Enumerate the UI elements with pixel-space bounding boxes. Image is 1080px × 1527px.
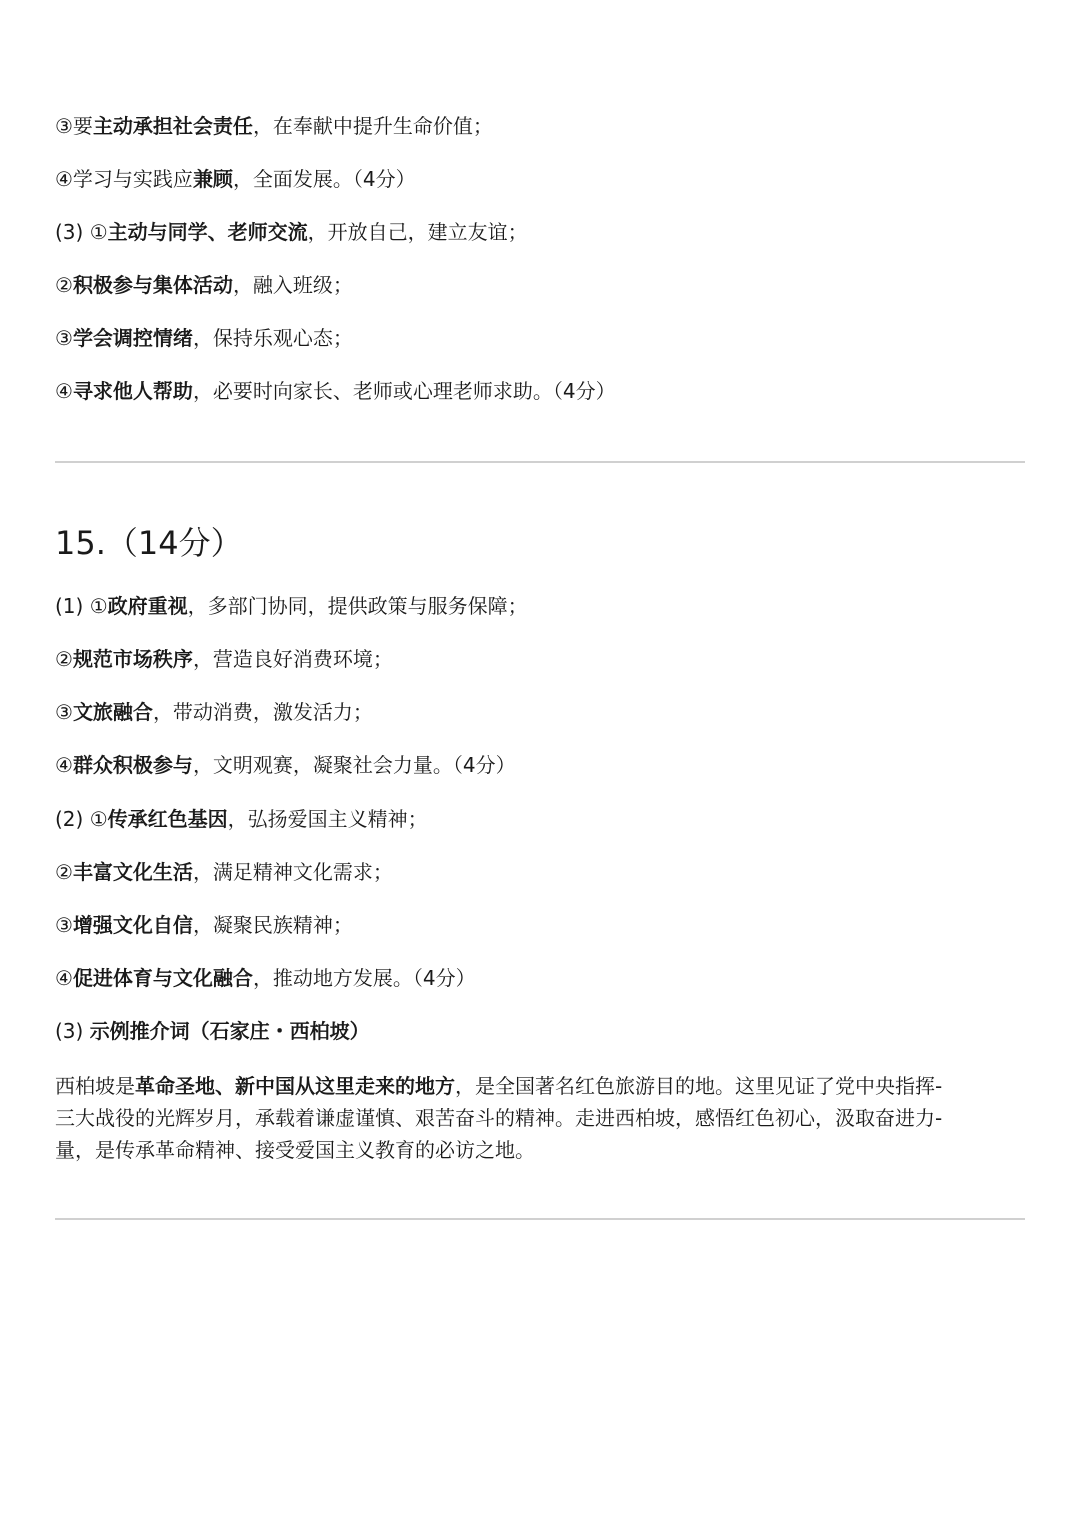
item-text: ，在奉献中提升生命价值； <box>252 114 493 138</box>
key-point: 主动与同学、老师交流 <box>107 220 308 244</box>
answer-line <box>55 1018 370 1044</box>
key-point: 群众积极参与 <box>72 753 193 777</box>
paragraph-line: 三大战役的光辉岁月，承载着谦虚谨慎、艰苦奋斗的精神。走进西柏坡，感悟红色初心，汲取奋进力- <box>55 1106 943 1130</box>
key-point: 学会调控情绪 <box>72 326 193 350</box>
item-text: ，带动消费，激发活力； <box>152 700 373 724</box>
key-point: 文旅融合 <box>72 700 153 724</box>
item-prefix: ③要 <box>55 114 93 138</box>
item-text: ，全面发展。（4分） <box>232 167 416 191</box>
key-point: 丰富文化生活 <box>72 860 193 884</box>
answer-line <box>55 166 416 192</box>
item-text: ，必要时向家长、老师或心理老师求助。（4分） <box>192 379 616 403</box>
item-text: ，营造良好消费环境； <box>192 647 393 671</box>
item-prefix: (3) ① <box>55 220 108 244</box>
answer-line <box>55 699 373 725</box>
item-text: ，凝聚民族精神； <box>192 913 353 937</box>
item-prefix: ② <box>55 273 73 297</box>
answer-line <box>55 325 353 351</box>
answer-line <box>55 859 393 885</box>
item-text: ，满足精神文化需求； <box>192 860 393 884</box>
section-divider <box>55 461 1025 463</box>
paragraph-text: ，是全国著名红色旅游目的地。这里见证了党中央指挥- <box>455 1074 943 1098</box>
key-point: 积极参与集体活动 <box>72 273 233 297</box>
item-prefix: ④学习与实践应 <box>55 167 193 191</box>
recommendation-paragraph <box>55 1070 1025 1166</box>
key-point: 规范市场秩序 <box>72 647 193 671</box>
item-text: ，开放自己，建立友谊； <box>307 220 528 244</box>
item-prefix: ④ <box>55 966 73 990</box>
item-prefix: ③ <box>55 913 73 937</box>
item-prefix: ④ <box>55 753 73 777</box>
item-prefix: (3) <box>55 1019 90 1043</box>
item-text: ，多部门协同，提供政策与服务保障； <box>187 594 528 618</box>
answer-line <box>55 806 428 832</box>
paragraph-line <box>55 1070 1025 1102</box>
answer-line <box>55 912 353 938</box>
answer-line <box>55 593 528 619</box>
key-point: 政府重视 <box>107 594 188 618</box>
paragraph-text: 西柏坡是 <box>55 1074 135 1098</box>
item-prefix: (2) ① <box>55 807 108 831</box>
answer-line <box>55 965 476 991</box>
item-prefix: ② <box>55 647 73 671</box>
item-text: ，保持乐观心态； <box>192 326 353 350</box>
answer-line <box>55 646 393 672</box>
key-point: 革命圣地、新中国从这里走来的地方 <box>135 1074 455 1098</box>
item-prefix: ④ <box>55 379 73 403</box>
answer-line <box>55 272 353 298</box>
answer-line <box>55 378 616 404</box>
item-prefix: (1) ① <box>55 594 108 618</box>
sub-heading: 示例推介词（石家庄・西柏坡） <box>89 1019 370 1043</box>
key-point: 促进体育与文化融合 <box>72 966 253 990</box>
item-text: ，推动地方发展。（4分） <box>252 966 476 990</box>
key-point: 主动承担社会责任 <box>92 114 253 138</box>
key-point: 寻求他人帮助 <box>72 379 193 403</box>
answer-line <box>55 752 516 778</box>
item-prefix: ③ <box>55 326 73 350</box>
section-divider <box>55 1218 1025 1220</box>
answer-line <box>55 113 493 139</box>
key-point: 传承红色基因 <box>107 807 228 831</box>
item-text: ，融入班级； <box>232 273 353 297</box>
answer-line <box>55 219 528 245</box>
item-prefix: ② <box>55 860 73 884</box>
key-point: 增强文化自信 <box>72 913 193 937</box>
item-text: ，文明观赛，凝聚社会力量。（4分） <box>192 753 516 777</box>
question-heading: 15.（14分） <box>55 524 243 562</box>
key-point: 兼顾 <box>192 167 233 191</box>
paragraph-line: 量，是传承革命精神、接受爱国主义教育的必访之地。 <box>55 1138 535 1162</box>
item-text: ，弘扬爱国主义精神； <box>227 807 428 831</box>
item-prefix: ③ <box>55 700 73 724</box>
